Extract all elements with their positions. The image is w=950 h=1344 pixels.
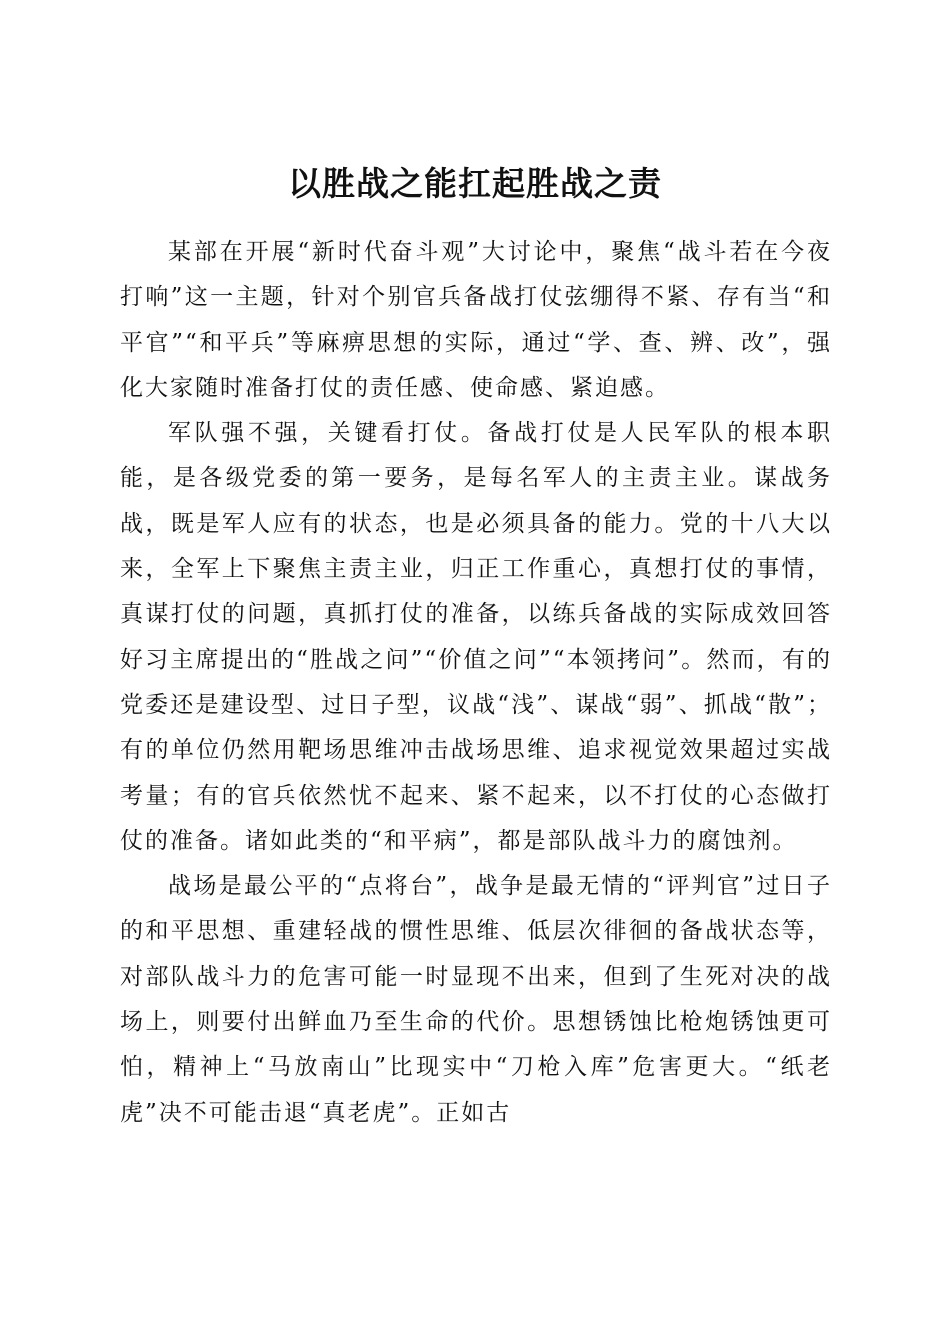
document-body <box>120 230 832 1136</box>
document-title: 以胜战之能扛起胜战之责 <box>288 164 662 204</box>
paragraph-2: 军队强不强，关键看打仗。备战打仗是人民军队的根本职能，是各级党委的第一要务，是每名军人的主责主业。谋战务战，既是军人应有的状态，也是必须具备的能力。党的十八大以来，全军上下聚焦主责主业，归正工作重心，真想打仗的事情，真谋打仗的问题，真抓打仗的准备，以练兵备战的实际成效回答好习主席提出的“胜战之问”“价值之问”“本领拷问”。然而，有的党委还是建设型、过日子型，议战“浅”、谋战“弱”、抓战“散”；有的单位仍然用靶场思维冲击战场思维、追求视觉效果超过实战考量；有的官兵依然忧不起来、紧不起来，以不打仗的心态做打仗的准备。诸如此类的“和平病”，都是部队战斗力的腐蚀剂。 <box>120 420 832 854</box>
paragraph-3: 战场是最公平的“点将台”，战争是最无情的“评判官”过日子的和平思想、重建轻战的惯性思维、低层次徘徊的备战状态等，对部队战斗力的危害可能一时显现不出来，但到了生死对决的战场上，则要付出鲜血乃至生命的代价。思想锈蚀比枪炮锈蚀更可怕，精神上“马放南山”比现实中“刀枪入库”危害更大。“纸老虎”决不可能击退“真老虎”。正如古 <box>120 873 832 1126</box>
paragraph-1: 某部在开展“新时代奋斗观”大讨论中，聚焦“战斗若在今夜打响”这一主题，针对个别官兵备战打仗弦绷得不紧、存有当“和平官”“和平兵”等麻痹思想的实际，通过“学、查、辨、改”，强化大家随时准备打仗的责任感、使命感、紧迫感。 <box>120 239 832 401</box>
